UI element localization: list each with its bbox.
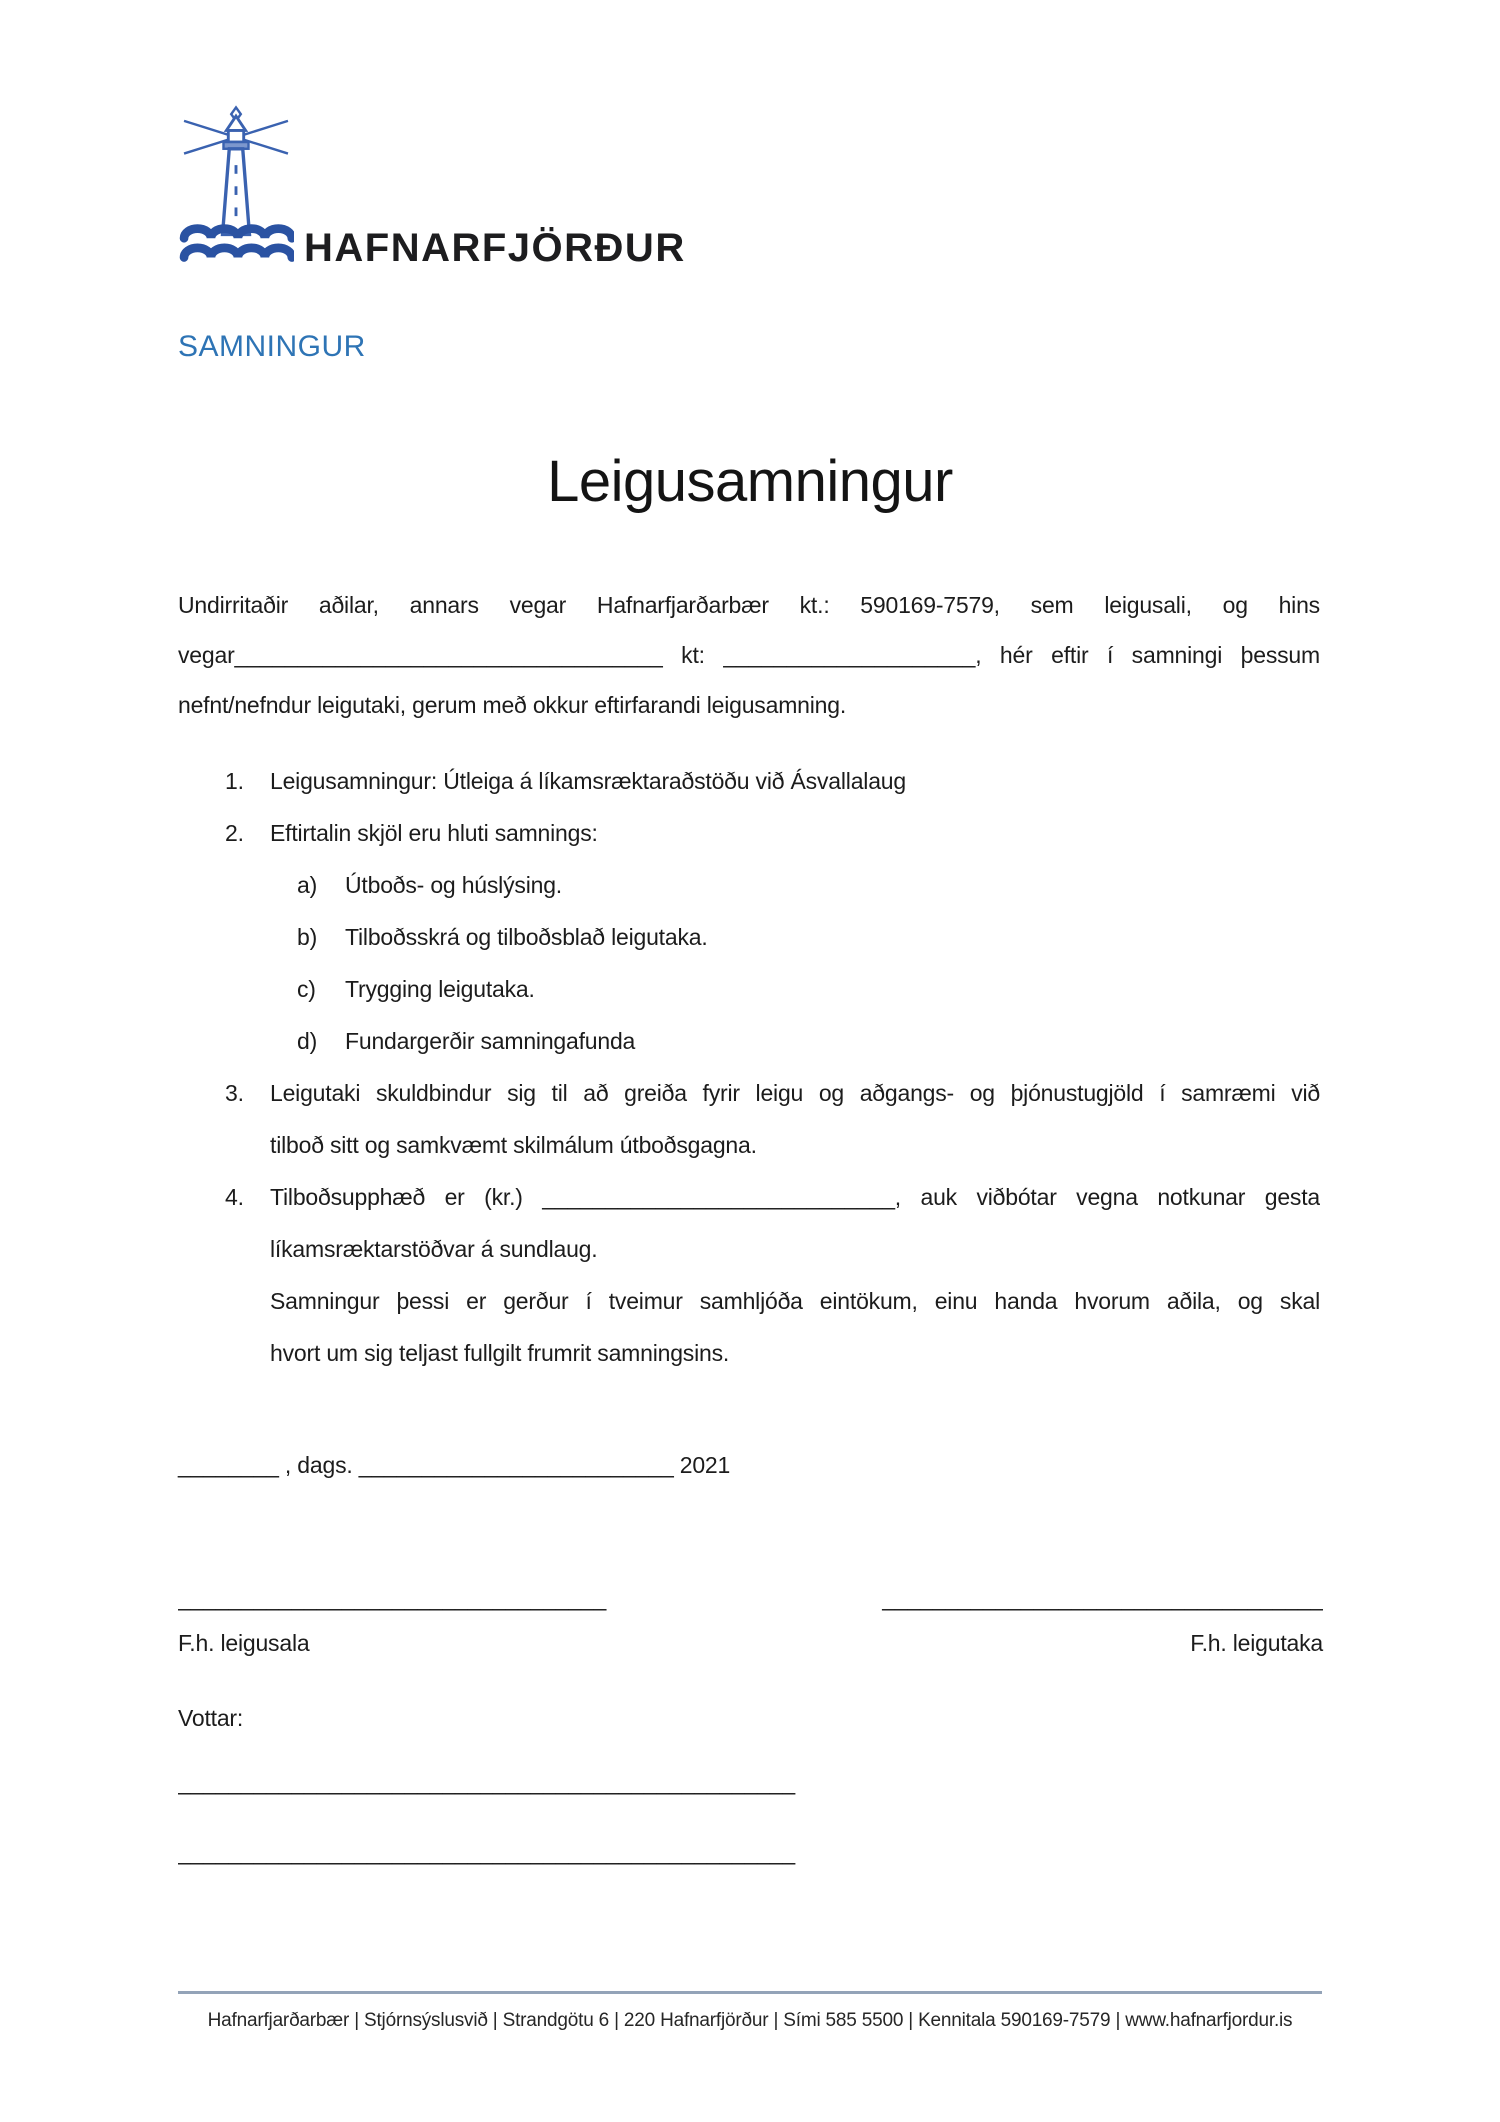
clause-list bbox=[178, 755, 1320, 1379]
list-marker: 3. bbox=[225, 1080, 244, 1106]
signature-line: __________________________________ bbox=[178, 1585, 607, 1611]
list-text: tilboð sitt og samkvæmt skilmálum útboðsgagna. bbox=[270, 1132, 757, 1158]
doc-type-label: SAMNINGUR bbox=[178, 330, 366, 363]
signature-block-lessor bbox=[178, 1580, 648, 1658]
list-marker: c) bbox=[297, 976, 316, 1002]
signature-line: ___________________________________ bbox=[882, 1585, 1323, 1611]
list-item bbox=[178, 1015, 1320, 1067]
intro-line: Undirritaðir aðilar, annars vegar Hafnarfjarðarbær kt.: 590169-7579, sem leigusali, og hins bbox=[178, 592, 1320, 618]
list-text: Fundargerðir samningafunda bbox=[345, 1028, 636, 1054]
list-marker: d) bbox=[297, 1028, 318, 1054]
list-text: Samningur þessi er gerður í tveimur samhljóða eintökum, einu handa hvorum aðila, og skal bbox=[270, 1288, 1320, 1314]
municipality-logo bbox=[178, 92, 686, 270]
signature-label: F.h. leigusala bbox=[178, 1630, 310, 1656]
list-marker: a) bbox=[297, 872, 318, 898]
page-title: Leigusamningur bbox=[547, 449, 953, 514]
list-text: Eftirtalin skjöl eru hluti samnings: bbox=[270, 820, 598, 846]
intro-line: nefnt/nefndur leigutaki, gerum með okkur eftirfarandi leigusamning. bbox=[178, 692, 847, 718]
list-item bbox=[178, 807, 1320, 859]
list-text: Útboðs- og húslýsing. bbox=[345, 872, 562, 898]
intro-paragraph bbox=[178, 580, 1320, 730]
list-item-continuation bbox=[178, 1119, 1320, 1171]
list-item bbox=[178, 1171, 1320, 1223]
list-text: Leigusamningur: Útleiga á líkamsræktaraðstöðu við Ásvallalaug bbox=[270, 768, 906, 794]
signature-block-lessee bbox=[852, 1580, 1323, 1658]
footer-contact-info: Hafnarfjarðarbær | Stjórnsýslusvið | Strandgötu 6 | 220 Hafnarfjörður | Sími 585 5500 | Kennitala 590169-7579 | www.hafnarfjordur.is bbox=[207, 2010, 1293, 2031]
witness-line: _________________________________________________ bbox=[178, 1769, 795, 1795]
list-marker: b) bbox=[297, 924, 318, 950]
list-item bbox=[178, 755, 1320, 807]
list-marker: 2. bbox=[225, 820, 244, 846]
lighthouse-icon bbox=[178, 92, 294, 270]
footer-divider bbox=[178, 1991, 1322, 1994]
intro-line: vegar__________________________________ kt: ____________________, hér eftir í samningi þessum bbox=[178, 642, 1320, 668]
list-item bbox=[178, 963, 1320, 1015]
list-text: hvort um sig teljast fullgilt frumrit samningsins. bbox=[270, 1340, 730, 1366]
list-text: Tilboðsskrá og tilboðsblað leigutaka. bbox=[345, 924, 708, 950]
list-item bbox=[178, 911, 1320, 963]
list-item-continuation bbox=[178, 1223, 1320, 1275]
closing-paragraph-line bbox=[178, 1327, 1320, 1379]
logo-org-name: HAFNARFJÖRÐUR bbox=[304, 226, 686, 270]
list-marker: 4. bbox=[225, 1184, 244, 1210]
witnesses-label: Vottar: bbox=[178, 1705, 244, 1731]
signature-label: F.h. leigutaka bbox=[1190, 1630, 1323, 1656]
list-item bbox=[178, 859, 1320, 911]
date-blank-line: ________ , dags. _________________________ 2021 bbox=[178, 1452, 731, 1478]
list-text: Leigutaki skuldbindur sig til að greiða fyrir leigu og aðgangs- og þjónustugjöld í samræmi við bbox=[270, 1080, 1320, 1106]
list-text: líkamsræktarstöðvar á sundlaug. bbox=[270, 1236, 598, 1262]
list-marker: 1. bbox=[225, 768, 244, 794]
list-text: Trygging leigutaka. bbox=[345, 976, 535, 1002]
closing-paragraph-line bbox=[178, 1275, 1320, 1327]
list-text: Tilboðsupphæð er (kr.) ____________________________, auk viðbótar vegna notkunar gesta bbox=[270, 1184, 1320, 1210]
witness-line: _________________________________________________ bbox=[178, 1839, 795, 1865]
list-item bbox=[178, 1067, 1320, 1119]
